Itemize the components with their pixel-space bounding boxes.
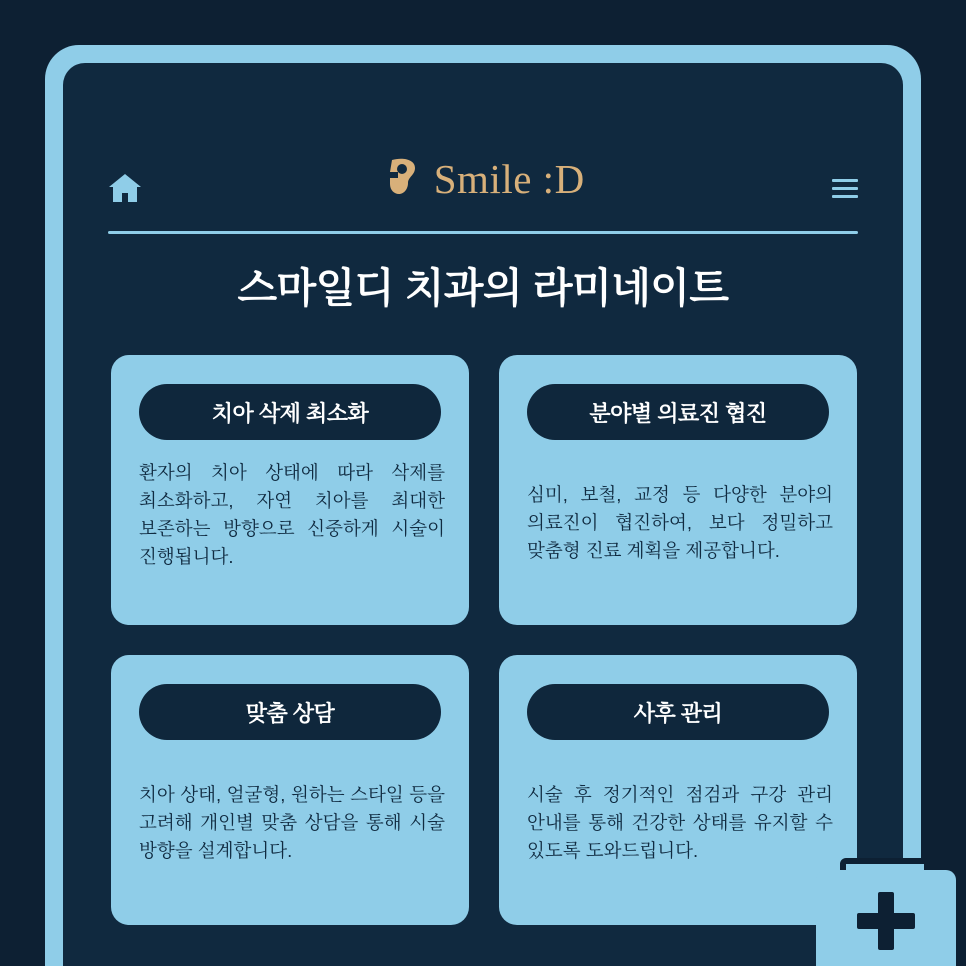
brand-logo[interactable]: [63, 155, 903, 203]
feature-card[interactable]: [499, 355, 857, 625]
feature-card[interactable]: [499, 655, 857, 925]
feature-card-title-pill: [139, 384, 441, 440]
feature-card-title-pill: [527, 684, 829, 740]
feature-card-title: 사후 관리: [633, 700, 723, 726]
feature-card-title-pill: [527, 384, 829, 440]
plus-horizontal-bar: [857, 913, 915, 929]
feature-card-grid: [111, 355, 857, 925]
feature-card-body: 심미, 보철, 교정 등 다양한 분야의 의료진이 협진하여, 보다 정밀하고 맞춤형 진료 계획을 제공합니다.: [527, 484, 833, 562]
menu-bar-2: [832, 187, 858, 190]
feature-card-body: 시술 후 정기적인 점검과 구강 관리 안내를 통해 건강한 상태를 유지할 수 있도록 도와드립니다.: [527, 784, 833, 862]
feature-card[interactable]: [111, 655, 469, 925]
tooth-logo-icon: [381, 156, 421, 196]
brand-name: Smile :D: [433, 156, 585, 202]
feature-card-title-pill: [139, 684, 441, 740]
feature-card-title: 분야별 의료진 협진: [589, 400, 767, 426]
hamburger-menu-icon[interactable]: [832, 179, 858, 199]
page-title: 스마일디 치과의 라미네이트: [237, 265, 729, 311]
feature-card[interactable]: [111, 355, 469, 625]
menu-bar-1: [832, 179, 858, 182]
feature-card-body: 치아 상태, 얼굴형, 원하는 스타일 등을 고려해 개인별 맞춤 상담을 통해 시술 방향을 설계합니다.: [139, 784, 445, 862]
menu-bar-3: [832, 195, 858, 198]
first-aid-kit-icon: [816, 870, 956, 966]
screen: [63, 63, 903, 966]
feature-card-title: 맞춤 상담: [245, 700, 335, 726]
feature-card-body: 환자의 치아 상태에 따라 삭제를 최소화하고, 자연 치아를 최대한 보존하는 방향으로 신중하게 시술이 진행됩니다.: [139, 462, 445, 568]
header-divider: [108, 231, 858, 234]
feature-card-title: 치아 삭제 최소화: [211, 400, 369, 426]
top-bar: [63, 63, 903, 238]
